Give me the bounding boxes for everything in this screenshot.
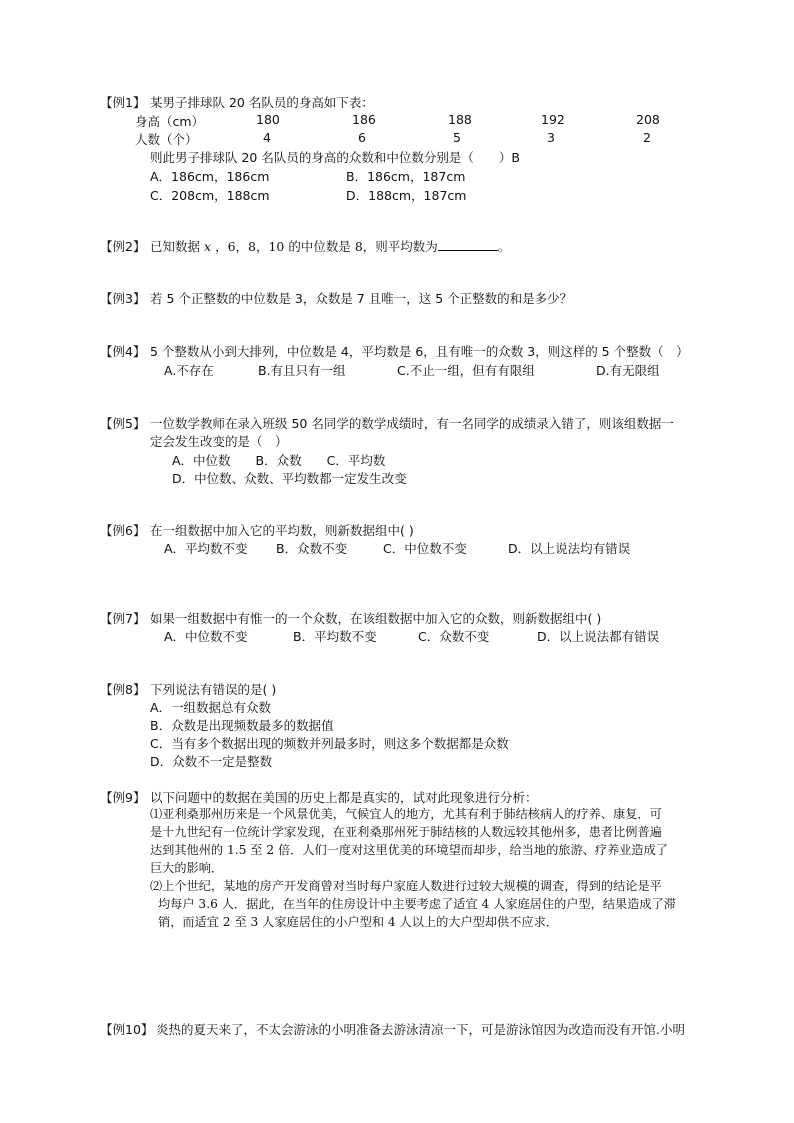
- example-1-question: 则此男子排球队 20 名队员的身高的众数和中位数分别是（ ）B: [150, 150, 520, 165]
- option-c: C．中位数不变: [383, 541, 467, 556]
- option-a: A．一组数据总有众数: [150, 700, 272, 715]
- table-cell: 208: [636, 112, 660, 127]
- answer-blank[interactable]: [438, 238, 498, 251]
- example-7-text: 如果一组数据中有惟一的一个众数，在该组数据中加入它的众数，则新数据组中( ): [150, 611, 602, 626]
- paragraph-2-line1: ⑵上个世纪，某地的房产开发商曾对当时每户家庭人数进行过较大规模的调查，得到的结论是平: [150, 879, 662, 893]
- example-6-tag: 【例6】: [100, 523, 146, 538]
- table-cell: 2: [643, 130, 651, 145]
- option-c: C．当有多个数据出现的频数并列最多时，则这多个数据都是众数: [150, 736, 509, 751]
- example-5-line2: 定会发生改变的是（ ）: [150, 434, 288, 449]
- example-8-text: 下列说法有错误的是( ): [150, 682, 277, 697]
- example-10-text: 炎热的夏天来了，不太会游泳的小明准备去游泳清凉一下，可是游泳馆因为改造而没有开馆.小明: [156, 1022, 685, 1037]
- option-b: B．众数不变: [276, 541, 348, 556]
- option-a: A．中位数不变: [164, 629, 248, 644]
- option-c: C.不止一组，但有有限组: [397, 363, 535, 378]
- example-5-options-line1: A．中位数 B．众数 C．平均数: [172, 453, 386, 468]
- option-b: B．平均数不变: [293, 629, 377, 644]
- paragraph-2-line2: 均每户 3.6 人．据此，在当年的住房设计中主要考虑了适宜 4 人家庭居住的户型，结果造成了滞: [158, 897, 676, 911]
- example-1-tag: 【例1】: [100, 95, 146, 110]
- option-d: D．以上说法都有错误: [537, 629, 660, 644]
- example-2-text: [150, 237, 510, 255]
- example-7-tag: 【例7】: [100, 611, 146, 626]
- option-a: A．平均数不变: [164, 541, 248, 556]
- table-row1-label: 身高（cm）: [135, 114, 205, 129]
- example-4-text: 5 个整数从小到大排列，中位数是 4，平均数是 6，且有唯一的众数 3，则这样的 5 个整数（ ）: [150, 344, 689, 359]
- example-5-line1: 一位数学教师在录入班级 50 名同学的数学成绩时，有一名同学的成绩录入错了，则该组数据一: [150, 416, 674, 431]
- paragraph-1-line2: 是十九世纪有一位统计学家发现，在亚利桑那州死于肺结核的人数远较其他州多，患者比例普遍: [150, 825, 662, 839]
- option-d: D.有无限组: [596, 363, 660, 378]
- table-cell: 6: [358, 130, 366, 145]
- example-9-tag: 【例9】: [100, 790, 146, 805]
- table-cell: 4: [263, 130, 271, 145]
- option-b: B.有且只有一组: [258, 363, 346, 378]
- example-2-tag: 【例2】: [100, 239, 146, 254]
- example-1-stem: 某男子排球队 20 名队员的身高如下表：: [150, 95, 374, 110]
- example-6-text: 在一组数据中加入它的平均数，则新数据组中( ): [150, 523, 414, 538]
- example-5-options-line2: D．中位数、众数、平均数都一定发生改变: [172, 471, 407, 486]
- option-c: C．众数不变: [418, 629, 490, 644]
- paragraph-1-line3: 达到其他州的 1.5 至 2 倍．人们一度对这里优美的环境望而却步，给当地的旅游、疗养业造成了: [150, 843, 668, 857]
- table-cell: 3: [547, 130, 555, 145]
- example-2-text-after: 。: [497, 239, 511, 254]
- option-d: D．以上说法均有错误: [508, 541, 631, 556]
- table-cell: 180: [256, 112, 280, 127]
- example-10-tag: 【例10】: [100, 1022, 154, 1037]
- example-3-tag: 【例3】: [100, 291, 146, 306]
- option-b: B．186cm，187cm: [346, 169, 466, 184]
- example-8-tag: 【例8】: [100, 682, 146, 697]
- table-cell: 5: [453, 130, 461, 145]
- table-cell: 188: [448, 112, 472, 127]
- paragraph-2-line3: 销，而适宜 2 至 3 人家庭居住的小户型和 4 人以上的大户型却供不应求．: [158, 915, 558, 929]
- option-b: B．众数是出现频数最多的数据值: [150, 718, 334, 733]
- option-c: C．208cm，188cm: [150, 188, 270, 203]
- table-cell: 186: [352, 112, 376, 127]
- option-d: D．188cm，187cm: [346, 188, 467, 203]
- example-2-text-before: 已知数据: [150, 239, 201, 254]
- example-4-tag: 【例4】: [100, 344, 146, 359]
- option-a: A.不存在: [164, 363, 214, 378]
- variable-x: x: [204, 239, 212, 254]
- option-a: A．186cm，186cm: [150, 169, 270, 184]
- table-row2-label: 人数（个）: [135, 132, 198, 147]
- example-5-tag: 【例5】: [100, 416, 146, 431]
- paragraph-1-line4: 巨大的影响．: [150, 861, 224, 875]
- table-cell: 192: [541, 112, 565, 127]
- example-2-text-mid: ，6，8，10 的中位数是 8，则平均数为: [215, 239, 438, 254]
- example-9-text: 以下问题中的数据在美国的历史上都是真实的，试对此现象进行分析：: [150, 790, 538, 805]
- example-3-text: 若 5 个正整数的中位数是 3，众数是 7 且唯一，这 5 个正整数的和是多少？: [150, 291, 573, 306]
- paragraph-1-line1: ⑴亚利桑那州历来是一个风景优美，气候宜人的地方，尤其有利于肺结核病人的疗养、康复．可: [150, 807, 662, 821]
- option-d: D．众数不一定是整数: [150, 754, 273, 769]
